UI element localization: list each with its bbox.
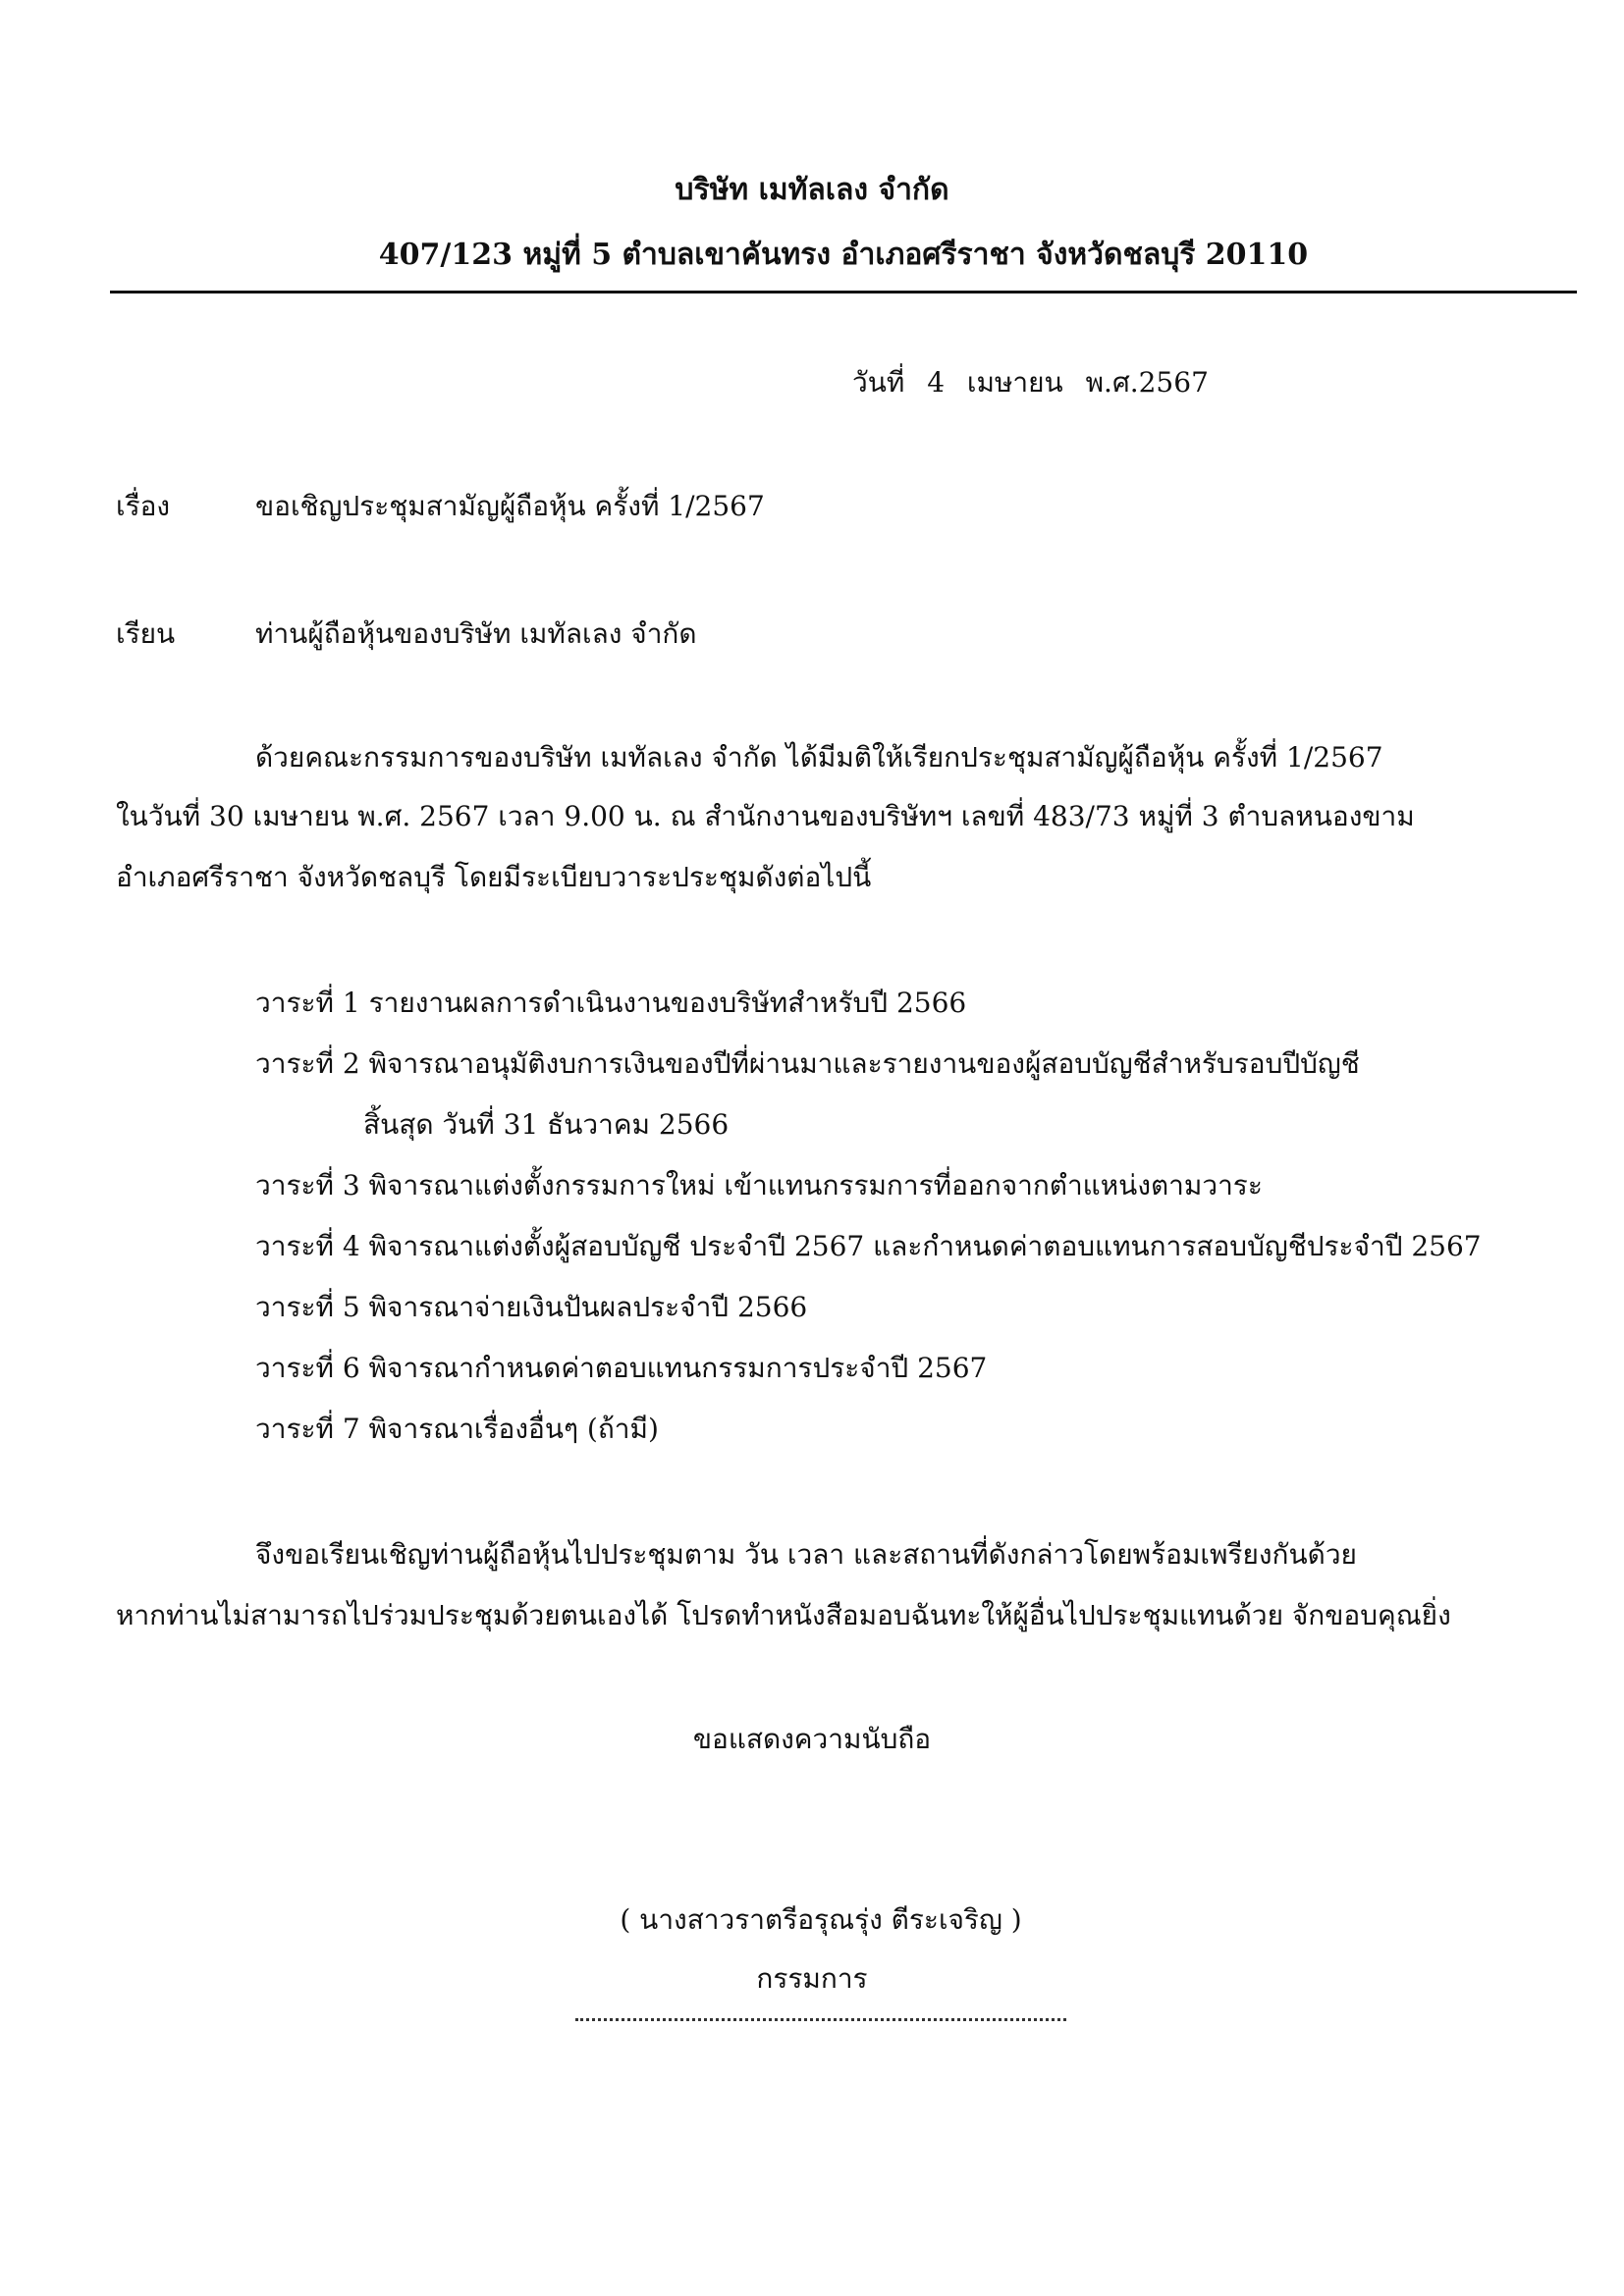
agenda-item-4: วาระที่ 4 พิจารณาแต่งตั้งผู้สอบบัญชี ประจำปี 2567 และกำหนดค่าตอบแทนการสอบบัญชีประจำปี 2567 <box>255 1230 1482 1262</box>
closing-paragraph-line-1: จึงขอเรียนเชิญท่านผู้ถือหุ้นไปประชุมตาม วัน เวลา และสถานที่ดังกล่าวโดยพร้อมเพรียงกันด้วย <box>255 1538 1357 1571</box>
intro-paragraph-line-3: อำเภอศรีราชา จังหวัดชลบุรี โดยมีระเบียบวาระประชุมดังต่อไปนี้ <box>116 861 872 893</box>
signature-line <box>575 2018 1066 2021</box>
agenda-item-3: วาระที่ 3 พิจารณาแต่งตั้งกรรมการใหม่ เข้าแทนกรรมการที่ออกจากตำแหน่งตามวาระ <box>255 1169 1263 1201</box>
agenda-item-6: วาระที่ 6 พิจารณากำหนดค่าตอบแทนกรรมการประจำปี 2567 <box>255 1352 988 1384</box>
recipient-text: ท่านผู้ถือหุ้นของบริษัท เมทัลเลง จำกัด <box>255 617 697 650</box>
signatory-title: กรรมการ <box>756 1962 868 1995</box>
closing-salutation: ขอแสดงความนับถือ <box>692 1723 932 1755</box>
intro-paragraph-line-2: ในวันที่ 30 เมษายน พ.ศ. 2567 เวลา 9.00 น. ณ สำนักงานของบริษัทฯ เลขที่ 483/73 หมู่ที่ 3 ตำบลหนองขาม <box>116 800 1415 832</box>
company-name: บริษัท เมทัลเลง จำกัด <box>675 173 949 207</box>
signatory-name: ( นางสาวราตรีอรุณรุ่ง ตีระเจริญ ) <box>620 1903 1022 1936</box>
intro-paragraph-line-1: ด้วยคณะกรรมการของบริษัท เมทัลเลง จำกัด ได้มีมติให้เรียกประชุมสามัญผู้ถือหุ้น ครั้งที่ 1/2567 <box>255 741 1383 774</box>
agenda-item-2-continuation: สิ้นสุด วันที่ 31 ธันวาคม 2566 <box>363 1108 730 1141</box>
agenda-item-2: วาระที่ 2 พิจารณาอนุมัติงบการเงินของปีที่ผ่านมาและรายงานของผู้สอบบัญชีสำหรับรอบปีบัญชี <box>255 1047 1360 1080</box>
agenda-item-5: วาระที่ 5 พิจารณาจ่ายเงินปันผลประจำปี 2566 <box>255 1291 808 1323</box>
agenda-item-7: วาระที่ 7 พิจารณาเรื่องอื่นๆ (ถ้ามี) <box>255 1413 659 1445</box>
subject-label: เรื่อง <box>116 490 171 522</box>
letter-date: วันที่ 4 เมษายน พ.ศ.2567 <box>852 366 1209 399</box>
closing-paragraph-line-2: หากท่านไม่สามารถไปร่วมประชุมด้วยตนเองได้ โปรดทำหนังสือมอบฉันทะให้ผู้อื่นไปประชุมแทนด้วย จักขอบคุณยิ่ง <box>116 1599 1451 1631</box>
agenda-item-1: วาระที่ 1 รายงานผลการดำเนินงานของบริษัทสำหรับปี 2566 <box>255 987 967 1019</box>
header-divider <box>110 291 1577 294</box>
subject-text: ขอเชิญประชุมสามัญผู้ถือหุ้น ครั้งที่ 1/2567 <box>255 490 765 522</box>
recipient-label: เรียน <box>116 617 176 650</box>
company-address: 407/123 หมู่ที่ 5 ตำบลเขาคันทรง อำเภอศรีราชา จังหวัดชลบุรี 20110 <box>378 238 1309 272</box>
